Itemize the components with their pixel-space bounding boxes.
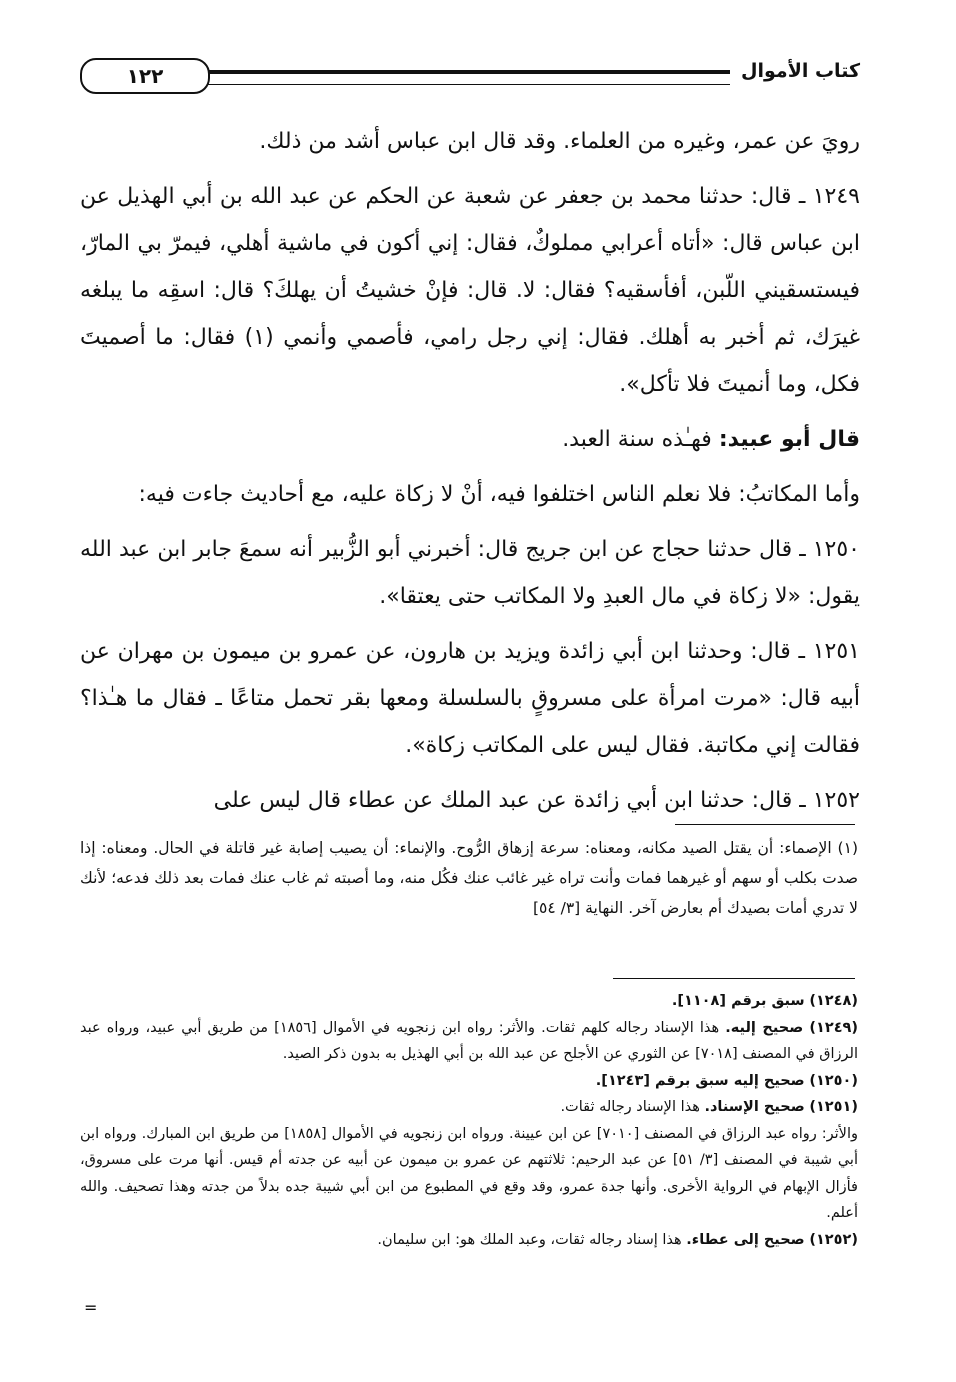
- takhrij-text: هذا الإسناد رجاله ثقات.: [560, 1099, 700, 1115]
- abu-ubaid-text: فهـٰذه سنة العبد.: [562, 427, 712, 452]
- takhrij-text: هذا الإسناد رجاله كلهم ثقات. والأثر: رواه ابن زنجويه في الأموال [١٨٥٦] من طريق أبي عبيد، ورواه عبد الرزاق في المصنف [٧٠١٨] عن الثوري عن الأجلح عن عبد الله بن أبي الهذيل به بدون ذكر الصيد.: [80, 1019, 858, 1062]
- page-number-badge: [80, 58, 210, 94]
- paragraph-1250: ١٢٥٠ ـ قال حدثنا حجاج عن ابن جريج قال: أخبرني أبو الزُّبير أنه سمعَ جابر ابن عبد الله يقول: «لا زكاة في مال العبدِ ولا المكاتب حتى يعتقا».: [80, 537, 860, 609]
- takhrij-num: (١٢٤٨): [809, 993, 858, 1009]
- takhrij-entry-1252: [80, 1227, 858, 1254]
- takhrij-num: (١٢٥١): [809, 1099, 858, 1115]
- page-header: [80, 56, 860, 100]
- paragraph-1252: ١٢٥٢ ـ قال: حدثنا ابن أبي زائدة عن عبد الملك عن عطاء قال ليس على: [213, 788, 860, 813]
- takhrij-text: هذا إسناد رجاله ثقات، وعبد الملك هو: ابن سليمان.: [377, 1231, 682, 1248]
- footnote-rule: [675, 824, 855, 825]
- takhrij-text: والأثر: رواه عبد الرزاق في المصنف [٧٠١٠] عن ابن عيينة. ورواه ابن زنجويه في الأموال [١٨٥٨] من طريق ابن المبارك. ورواه ابن أبي شيبة في المصنف [٣/ ٥١] عن عبد الرحيم: ثلاثتهم عن عمرو بن ميمون عن أبيه عن جدته أم قيس. أنها مرت على مسروق، فأزال الإبهام في الرواية الأخرى. وأنها جدة عمرو، وقد وقع في المطبوع من ابن أبي شيبة جده بدلاً من جدته وهذا تصحيف. والله أعلم.: [80, 1125, 858, 1221]
- header-rule: [208, 70, 730, 85]
- takhrij-grade: صحيح الإسناد.: [704, 1099, 805, 1115]
- page-number: ١٢٢: [126, 64, 164, 88]
- takhrij-grade: سبق برقم [١١٠٨].: [671, 993, 805, 1009]
- takhrij-entry-1248: [80, 988, 858, 1015]
- footnote-1: (١) الإصماء: أن يقتل الصيد مكانه، ومعناه: سرعة إزهاق الرُّوح. والإنماء: أن يصيب إصابة غير قاتلة في الحال. ومعناه: إذا صدت بكلب أو سهم أو غيرهما فمات وأنت تراه غير غائب عنك فكُل منه، وما أصبته ثم غاب عنك فمات بعد ذلك فدعه؛ لأنك لا تدري أمات بصيدك أم بعارض آخر. النهاية [٣/ ٥٤]: [80, 839, 858, 917]
- paragraph-intro: رويَ عن عمر، وغيره من العلماء. وقد قال ابن عباس أشد من ذلك.: [259, 129, 860, 154]
- takhrij-num: (١٢٥٢): [809, 1231, 858, 1248]
- takhrij-notes: [80, 988, 858, 1253]
- paragraph-1249: ١٢٤٩ ـ قال: حدثنا محمد بن جعفر عن شعبة عن الحكم عن عبد الله بن أبي الهذيل عن ابن عباس قال: «أتاه أعرابي مملوكٌ، فقال: إني أكون في ماشية أهلي، فيمرّ بي المارّ، فيستسقيني اللّبن، أفأسقيه؟ فقال: لا. قال: فإنْ خشيتُ أن يهلكَ؟ قال: اسقِه ما يبلغه غيرَك، ثم أخبر به أهلك. فقال: إني رجل رامي، فأصمي وأنمي (١) فقال: ما أصميتَ فكل، وما أنميتَ فلا تأكل».: [80, 184, 860, 397]
- paragraph-abu-ubaid: [80, 416, 860, 463]
- abu-ubaid-label: قال أبو عبيد:: [718, 427, 860, 452]
- paragraph-mukatab: وأما المكاتبُ: فلا نعلم الناس اختلفوا فيه، أنْ لا زكاة عليه، مع أحاديث جاءت فيه:: [138, 482, 860, 507]
- takhrij-rule: [613, 978, 855, 979]
- takhrij-entry-1249: [80, 1015, 858, 1068]
- takhrij-num: (١٢٤٩): [809, 1019, 859, 1036]
- takhrij-grade: صحيح إليه سبق برقم [١٢٤٣].: [595, 1072, 805, 1089]
- takhrij-num: (١٢٥٠): [809, 1072, 858, 1089]
- takhrij-grade: صحيح إليه.: [725, 1019, 804, 1036]
- paragraph-1251: ١٢٥١ ـ قال: وحدثنا ابن أبي زائدة ويزيد بن هارون، عن عمرو بن ميمون بن مهران عن أبيه قال: «مرت امرأة على مسروقٍ بالسلسلة ومعها بقر تحمل متاعًا ـ فقال ما هـٰذا؟ فقالت إني مكاتبة. فقال ليس على المكاتب زكاة».: [80, 639, 860, 758]
- takhrij-grade: صحيح إلى عطاء.: [686, 1231, 805, 1248]
- takhrij-entry-1251-athar: [80, 1121, 858, 1227]
- takhrij-entry-1251: [80, 1094, 858, 1121]
- takhrij-entry-1250: [80, 1068, 858, 1095]
- main-text: [80, 118, 860, 832]
- book-title: كتاب الأموال: [741, 60, 860, 82]
- continuation-mark: =: [84, 1298, 98, 1317]
- footnote: [80, 833, 858, 923]
